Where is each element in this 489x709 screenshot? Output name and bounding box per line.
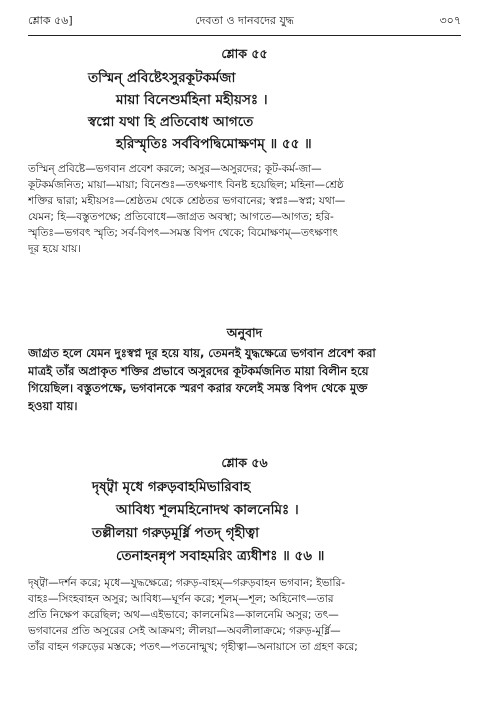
synonyms-56-line: তাঁর বাহন গরুড়ের মস্তকে; পতৎ—পতনোন্মুখ; গৃহীত্বা—অনায়াসে তা গ্রহণ করে; — [28, 641, 358, 653]
verse-56-heading: শ্লোক ৫৬ — [221, 455, 268, 470]
synonyms-55-line: শক্তির দ্বারা; মহীয়সঃ—শ্রেষ্ঠতম থেকে শ্রেষ্ঠতর ভগবানের; স্বপ্নঃ—স্বপ্ন; যথা— — [28, 195, 346, 207]
synonyms-55-line: দূর হয়ে যায়। — [28, 243, 81, 255]
synonyms-55-line: তস্মিন্ প্রবিষ্টে—ভগবান প্রবেশ করলে; অসুর—অসুরদের; কূট-কর্ম-জা— — [28, 163, 322, 175]
header-page-number: ৩০৭ — [439, 14, 461, 27]
verse-55-line-3: স্বপ্নো যথা হি প্রতিবোধ আগতে — [88, 114, 254, 130]
synonyms-56-line: ভগবানের প্রতি অসুরের সেই আক্রমণ; লীলয়া—অবলীলাক্রমে; গরুড়-মূর্ধ্নি— — [28, 625, 341, 637]
header-verse-ref: শ্লোক ৫৬] — [28, 14, 73, 27]
header-rule — [28, 35, 461, 36]
verse-55-line-4: হরিস্মৃতিঃ সর্ববিপদ্বিমোক্ষণম্ ॥ ৫৫ ॥ — [116, 136, 312, 152]
verse-55-line-2: মায়া বিনেশুর্মহিনা মহীয়সঃ । — [116, 92, 268, 108]
verse-56-line-3: তল্লীলয়া গরুড়মূর্ধ্নি পতদ্ গৃহীত্বা — [92, 525, 260, 541]
verse-55-line-1: তস্মিন্ প্রবিষ্টেঽসুরকূটকর্মজা — [88, 70, 236, 86]
synonyms-56-line: বাহঃ—সিংহবাহন অসুর; আবিধ্য—ঘূর্ণন করে; শূলম্—শূল; অহিনোৎ—তার — [28, 593, 334, 605]
translation-55-line: গিয়েছিল। বস্তুতপক্ষে, ভগবানকে স্মরণ করার ফলেই সমস্ত বিপদ থেকে মুক্ত — [28, 381, 368, 395]
verse-55-heading: শ্লোক ৫৫ — [221, 46, 268, 61]
translation-55-title: অনুবাদ — [226, 325, 263, 340]
synonyms-55-line: কূটকর্মজনিত; মায়া—মায়া; বিনেশুঃ—তৎক্ষণাৎ বিনষ্ট হয়েছিল; মহিনা—শ্রেষ্ঠ — [28, 179, 344, 191]
translation-55 — [28, 345, 461, 415]
running-header — [28, 12, 461, 34]
synonyms-56 — [28, 575, 461, 655]
verse-56-line-4: তেনাহনন্নৃপ সবাহমরিং ত্র্যধীশঃ ॥ ৫৬ ॥ — [116, 548, 325, 564]
translation-55-line: হওয়া যায়। — [28, 398, 78, 413]
verse-56-line-1: দৃষ্ট্বা মৃধে গরুড়বাহমিভারিবাহ — [92, 479, 251, 495]
synonyms-55 — [28, 161, 461, 257]
verse-56-line-2: আবিধ্য শূলমহিনোদথ কালনেমিঃ । — [116, 502, 299, 518]
synonyms-55-line: স্মৃতিঃ—ভগবৎ স্মৃতি; সর্ব-বিপৎ—সমস্ত বিপদ থেকে; বিমোক্ষণম্—তৎক্ষণাৎ — [28, 227, 339, 239]
header-chapter-title: দেবতা ও দানবদের যুদ্ধ — [195, 14, 294, 27]
translation-55-line: মাত্রই তাঁর অপ্রাকৃত শক্তির প্রভাবে অসুরদের কূটকর্মজনিত মায়া বিলীন হয়ে — [28, 363, 369, 378]
synonyms-55-line: যেমন; হি—বস্তুতপক্ষে; প্রতিবোধে—জাগ্রত অবস্থা; আগতে—আগত; হরি- — [28, 211, 334, 223]
synonyms-56-line: প্রতি নিক্ষেপ করেছিল; অথ—এইভাবে; কালনেমিঃ—কালনেমি অসুর; তৎ— — [28, 609, 339, 621]
translation-55-line: জাগ্রত হলে যেমন দুঃস্বপ্ন দূর হয়ে যায়, তেমনই যুদ্ধক্ষেত্রে ভগবান প্রবেশ করা — [28, 346, 376, 360]
synonyms-56-line: দৃষ্ট্বা—দর্শন করে; মৃধে—যুদ্ধক্ষেত্রে; গরুড়-বাহম্—গরুড়বাহন ভগবান; ইভারি- — [28, 577, 346, 589]
